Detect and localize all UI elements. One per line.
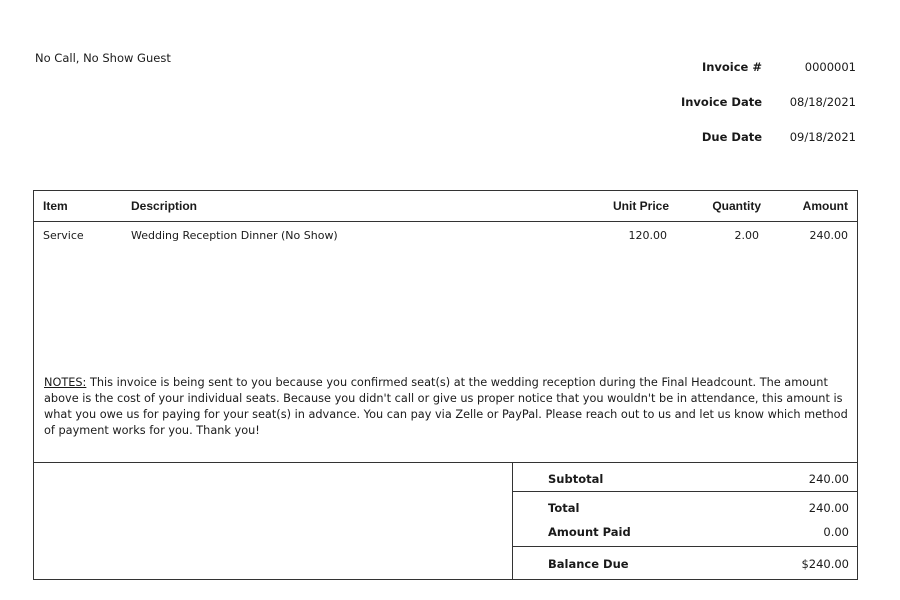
header-quantity: Quantity	[712, 199, 761, 213]
summary-divider	[512, 546, 857, 547]
table-row	[34, 229, 857, 247]
notes-divider	[34, 462, 857, 463]
due-date-row	[560, 130, 860, 150]
row-description: Wedding Reception Dinner (No Show)	[131, 229, 338, 242]
balance-due-value: $240.00	[801, 557, 849, 571]
header-unit-price: Unit Price	[612, 199, 669, 213]
notes-label: NOTES:	[44, 376, 87, 389]
invoice-number-value: 0000001	[804, 60, 856, 74]
amount-paid-value: 0.00	[823, 525, 849, 539]
row-unit-price: 120.00	[628, 229, 667, 242]
total-value: 240.00	[808, 501, 849, 515]
due-date-label: Due Date	[701, 130, 762, 144]
bill-to-name: No Call, No Show Guest	[35, 51, 171, 65]
header-amount: Amount	[802, 199, 848, 213]
summary-divider	[512, 491, 857, 492]
row-item: Service	[43, 229, 84, 242]
invoice-date-label: Invoice Date	[680, 95, 762, 109]
balance-due-label: Balance Due	[548, 557, 629, 571]
summary-divider-vertical	[512, 462, 513, 580]
amount-paid-label: Amount Paid	[548, 525, 631, 539]
invoice-table	[33, 190, 858, 580]
row-amount: 240.00	[809, 229, 848, 242]
header-description: Description	[131, 199, 198, 213]
table-header	[34, 191, 857, 222]
subtotal-value: 240.00	[808, 472, 849, 486]
notes	[44, 375, 852, 439]
due-date-value: 09/18/2021	[789, 130, 856, 144]
header-item: Item	[43, 199, 68, 213]
subtotal-label: Subtotal	[548, 472, 604, 486]
total-label: Total	[548, 501, 580, 515]
row-quantity: 2.00	[734, 229, 759, 242]
invoice-number-label: Invoice #	[701, 60, 762, 74]
invoice-date-row	[560, 95, 860, 115]
notes-text: This invoice is being sent to you because you confirmed seat(s) at the wedding reception during the Final Headcount. The amount above is the cost of your individual seats. Because you didn't call or give us proper notice that you wouldn't be in attendance, this amount is what you owe us for paying for your seat(s) in advance. You can pay via Zelle or PayPal. Please reach out to us and let us know which method of payment works for you. Thank you!	[44, 376, 848, 437]
invoice-date-value: 08/18/2021	[789, 95, 856, 109]
invoice-number-row	[560, 60, 860, 80]
